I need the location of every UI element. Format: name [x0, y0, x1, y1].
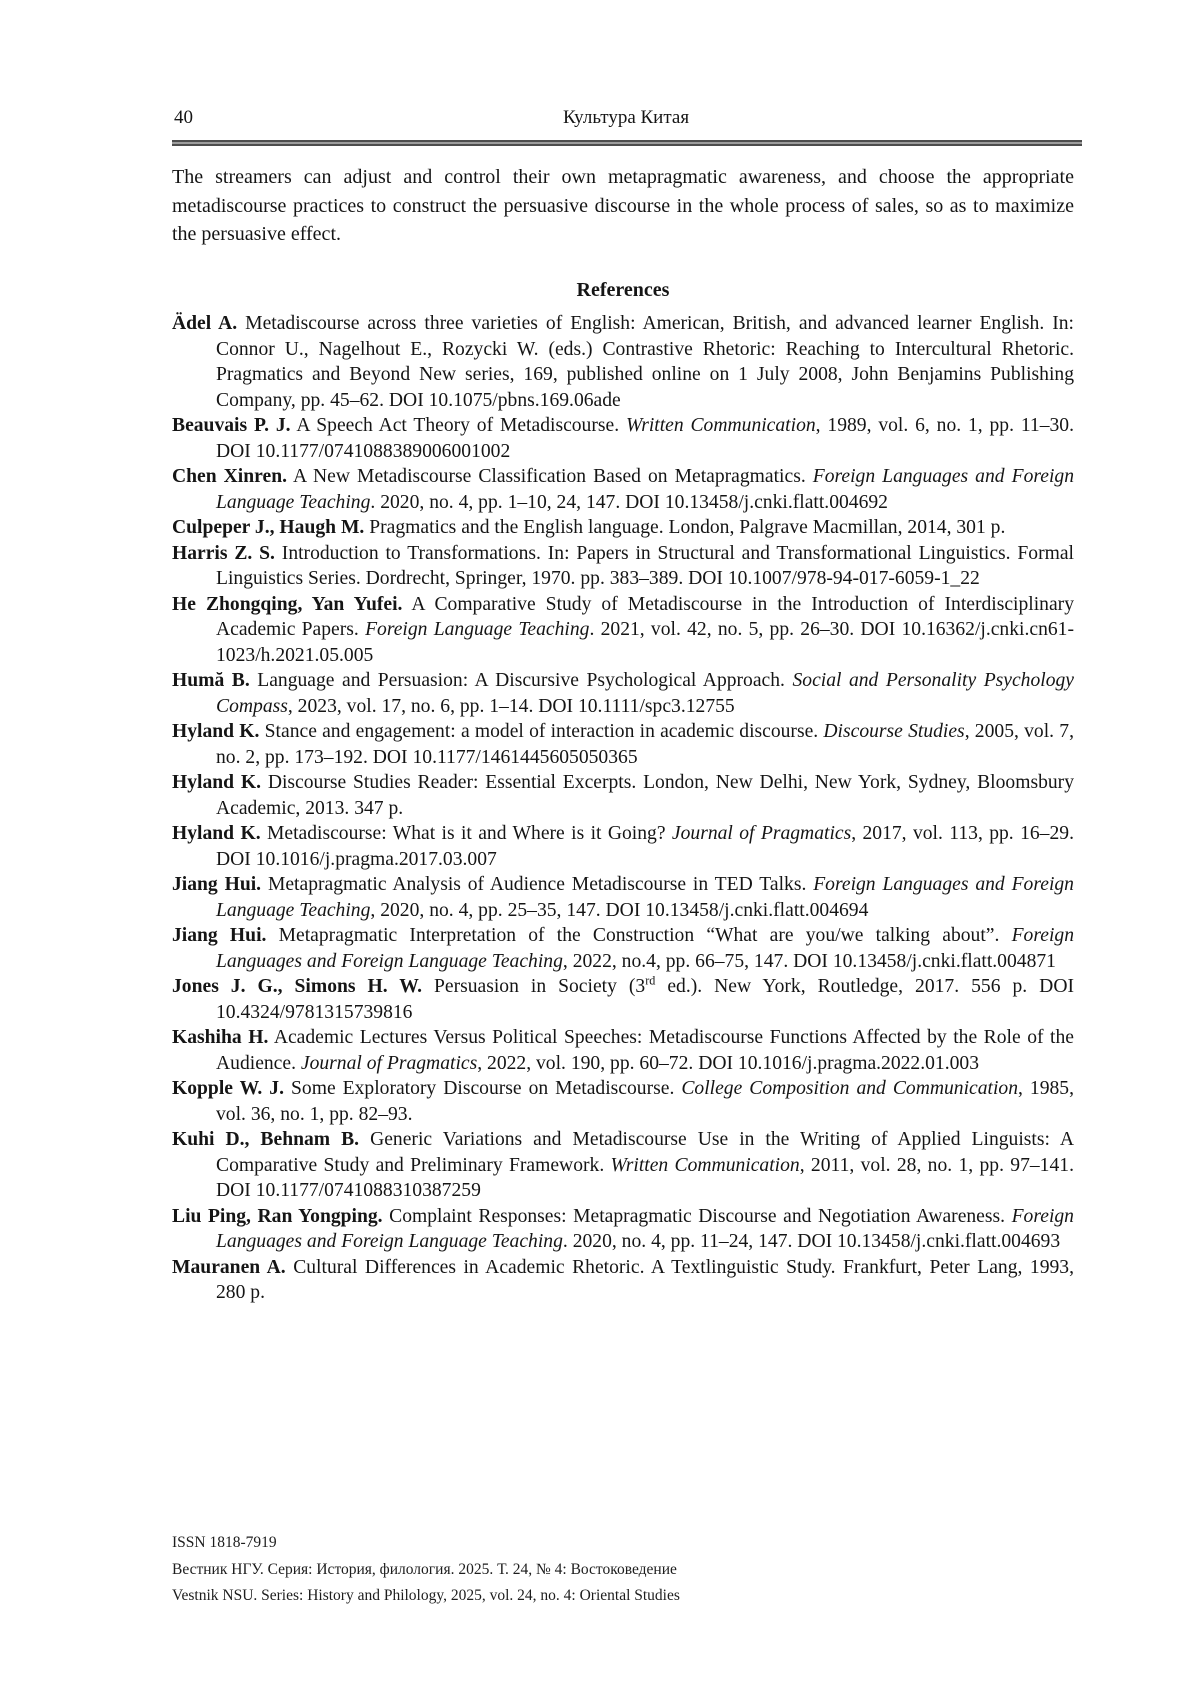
reference-entry — [172, 668, 1074, 719]
reference-text-run: , 2022, vol. 190, pp. 60–72. DOI 10.1016/j.pragma.2022.01.003 — [477, 1052, 980, 1074]
reference-entry — [172, 592, 1074, 669]
reference-text-run: Chen Xinren. — [172, 466, 287, 487]
reference-text-run: . 2020, no. 4, pp. 11–24, 147. DOI 10.13458/j.cnki.flatt.004693 — [562, 1231, 1061, 1252]
reference-text-run: Some Exploratory Discourse on Metadiscourse. — [284, 1078, 682, 1099]
reference-text-run: Jiang Hui. — [172, 925, 267, 946]
reference-text-run: Academic Lectures Versus Political Speeches: Metadiscourse Functions Affected by the Role of the Audience. — [216, 1027, 1074, 1074]
reference-text-run: Mauranen A. — [172, 1256, 286, 1278]
reference-text-run: Metapragmatic Interpretation of the Construction “What are you/we talking about”. — [266, 925, 1012, 946]
reference-entry — [172, 923, 1074, 974]
reference-entry — [172, 413, 1074, 464]
reference-entry — [172, 770, 1074, 821]
footer-issn: ISSN 1818-7919 — [172, 1534, 277, 1551]
reference-text-run: He Zhongqing, Yan Yufei. — [172, 593, 403, 615]
footer-series-ru: Вестник НГУ. Серия: История, филология. 2025. Т. 24, № 4: Востоковедение — [172, 1560, 677, 1578]
reference-entry — [172, 974, 1074, 1025]
reference-text-run: , 2023, vol. 17, no. 6, pp. 1–14. DOI 10.1111/spc3.12755 — [287, 695, 735, 717]
reference-text-run: Introduction to Transformations. In: Papers in Structural and Transformational Linguistics. Formal Linguistics Series. Dordrecht, Springer, 1970. pp. 383–389. DOI 10.1007/978-94-017-6059-1_22 — [216, 542, 1074, 589]
references-heading: References — [576, 279, 670, 301]
reference-text-run: College Composition and Communication — [681, 1078, 1019, 1099]
references-list — [172, 311, 1074, 1306]
reference-text-run: Cultural Differences in Academic Rhetoric. A Textlinguistic Study. Frankfurt, Peter Lang, 1993, 280 p. — [216, 1256, 1074, 1303]
reference-text-run: Liu Ping, Ran Yongping. — [172, 1205, 383, 1227]
reference-text-run: Kuhi D., Behnam B. — [172, 1129, 360, 1150]
reference-text-run: Metadiscourse: What is it and Where is it Going? — [260, 823, 672, 844]
reference-text-run: Foreign Languages and Foreign Language Teaching — [216, 874, 1074, 921]
reference-entry — [172, 1204, 1074, 1255]
reference-text-run: , 1985, vol. 36, no. 1, pp. 82–93. — [216, 1078, 1074, 1125]
reference-text-run: Discourse Studies — [823, 721, 965, 742]
reference-text-run: Stance and engagement: a model of interaction in academic discourse. — [259, 721, 824, 742]
reference-text-run: , 2011, vol. 28, no. 1, pp. 97–141. DOI 10.1177/0741088310387259 — [216, 1154, 1074, 1201]
reference-text-run: . 2021, vol. 42, no. 5, pp. 26–30. DOI 10.16362/j.cnki.cn61-1023/h.2021.05.005 — [216, 619, 1074, 666]
reference-text-run: Language and Persuasion: A Discursive Psychological Approach. — [249, 670, 793, 691]
page-number: 40 — [174, 107, 193, 128]
footer-series-en: Vestnik NSU. Series: History and Philology, 2025, vol. 24, no. 4: Oriental Studies — [172, 1587, 680, 1604]
reference-text-run: . 2020, no. 4, pp. 1–10, 24, 147. DOI 10.13458/j.cnki.flatt.004692 — [370, 491, 888, 513]
reference-text-run: Persuasion in Society (3 — [421, 976, 646, 997]
reference-entry — [172, 1255, 1074, 1306]
reference-entry — [172, 515, 1074, 541]
page-footer — [172, 1530, 1074, 1610]
header-rule-divider — [172, 140, 1082, 146]
reference-entry — [172, 311, 1074, 413]
reference-text-run: Complaint Responses: Metapragmatic Discourse and Negotiation Awareness. — [382, 1205, 1012, 1227]
reference-text-run: , 2022, no.4, pp. 66–75, 147. DOI 10.13458/j.cnki.flatt.004871 — [562, 950, 1056, 972]
reference-entry — [172, 872, 1074, 923]
reference-text-run: Beauvais P. J. — [172, 415, 291, 436]
intro-paragraph: The streamers can adjust and control their own metapragmatic awareness, and choose the appropriate metadiscourse practices to construct the persuasive discourse in the whole process of sales, so as to maximize the persuasive effect. — [172, 166, 1074, 246]
reference-text-run: Hyland K. — [172, 823, 261, 844]
reference-text-run: Generic Variations and Metadiscourse Use in the Writing of Applied Linguists: A Comparative Study and Preliminary Framework. — [216, 1129, 1074, 1176]
reference-text-run: Discourse Studies Reader: Essential Excerpts. London, New Delhi, New York, Sydney, Bloomsbury Academic, 2013. 347 p. — [216, 772, 1074, 819]
reference-text-run: rd — [645, 973, 656, 988]
reference-text-run: A New Metadiscourse Classification Based on Metapragmatics. — [287, 466, 813, 487]
reference-text-run: Hyland K. — [172, 721, 260, 742]
reference-entry — [172, 1127, 1074, 1204]
reference-text-run: Written Communication — [625, 415, 816, 436]
reference-text-run: Foreign Languages and Foreign Language Teaching — [216, 1205, 1074, 1252]
reference-text-run: Foreign Language Teaching — [365, 619, 590, 640]
reference-text-run: Metapragmatic Analysis of Audience Metadiscourse in TED Talks. — [261, 874, 814, 895]
reference-text-run: Jiang Hui. — [172, 874, 262, 895]
page-header — [172, 106, 1080, 130]
reference-text-run: , 2020, no. 4, pp. 25–35, 147. DOI 10.13458/j.cnki.flatt.004694 — [370, 899, 869, 921]
reference-entry — [172, 541, 1074, 592]
reference-text-run: Humă B. — [172, 670, 250, 691]
reference-text-run: , 1989, vol. 6, no. 1, pp. 11–30. DOI 10.1177/0741088389006001002 — [216, 415, 1075, 462]
reference-entry — [172, 719, 1074, 770]
reference-text-run: Metadiscourse across three varieties of English: American, British, and advanced learner English. In: Connor U., Nagelhout E., Rozycki W. (eds.) Contrastive Rhetoric: Reaching to Intercultural Rhetoric. Pragmatics and Beyond New series, 169, published online on 1 July 2008, John Benjamins Publishing Company, pp. 45–62. DOI 10.1075/pbns.169.06ade — [216, 313, 1074, 411]
reference-text-run: , 2017, vol. 113, pp. 16–29. DOI 10.1016/j.pragma.2017.03.007 — [216, 823, 1074, 870]
reference-text-run: Foreign Languages and Foreign Language Teaching — [216, 925, 1074, 972]
reference-entry — [172, 464, 1074, 515]
reference-text-run: Journal of Pragmatics — [671, 823, 852, 844]
reference-text-run: Jones J. G., Simons H. W. — [172, 976, 422, 997]
reference-text-run: Harris Z. S. — [172, 542, 275, 564]
reference-entry — [172, 1076, 1074, 1127]
running-title: Культура Китая — [562, 107, 690, 128]
reference-entry — [172, 821, 1074, 872]
reference-text-run: Journal of Pragmatics — [300, 1052, 478, 1074]
reference-text-run: A Speech Act Theory of Metadiscourse. — [290, 415, 626, 436]
reference-text-run: Foreign Languages and Foreign Language Teaching — [216, 466, 1074, 513]
reference-text-run: Kashiha H. — [172, 1027, 269, 1048]
reference-entry — [172, 1025, 1074, 1076]
reference-text-run: Culpeper J., Haugh M. — [172, 517, 365, 538]
reference-text-run: Social and Personality Psychology Compass — [216, 670, 1075, 717]
reference-text-run: Ädel A. — [172, 313, 238, 334]
reference-text-run: , 2005, vol. 7, no. 2, pp. 173–192. DOI 10.1177/1461445605050365 — [216, 721, 1074, 768]
reference-text-run: Kopple W. J. — [172, 1078, 285, 1099]
reference-text-run: Hyland K. — [172, 772, 262, 793]
reference-text-run: Pragmatics and the English language. London, Palgrave Macmillan, 2014, 301 p. — [364, 517, 1006, 538]
reference-text-run: Written Communication — [610, 1154, 800, 1176]
reference-text-run: A Comparative Study of Metadiscourse in the Introduction of Interdisciplinary Academic Papers. — [216, 593, 1074, 640]
reference-text-run: ed.). New York, Routledge, 2017. 556 p. DOI 10.4324/9781315739816 — [216, 976, 1075, 1023]
